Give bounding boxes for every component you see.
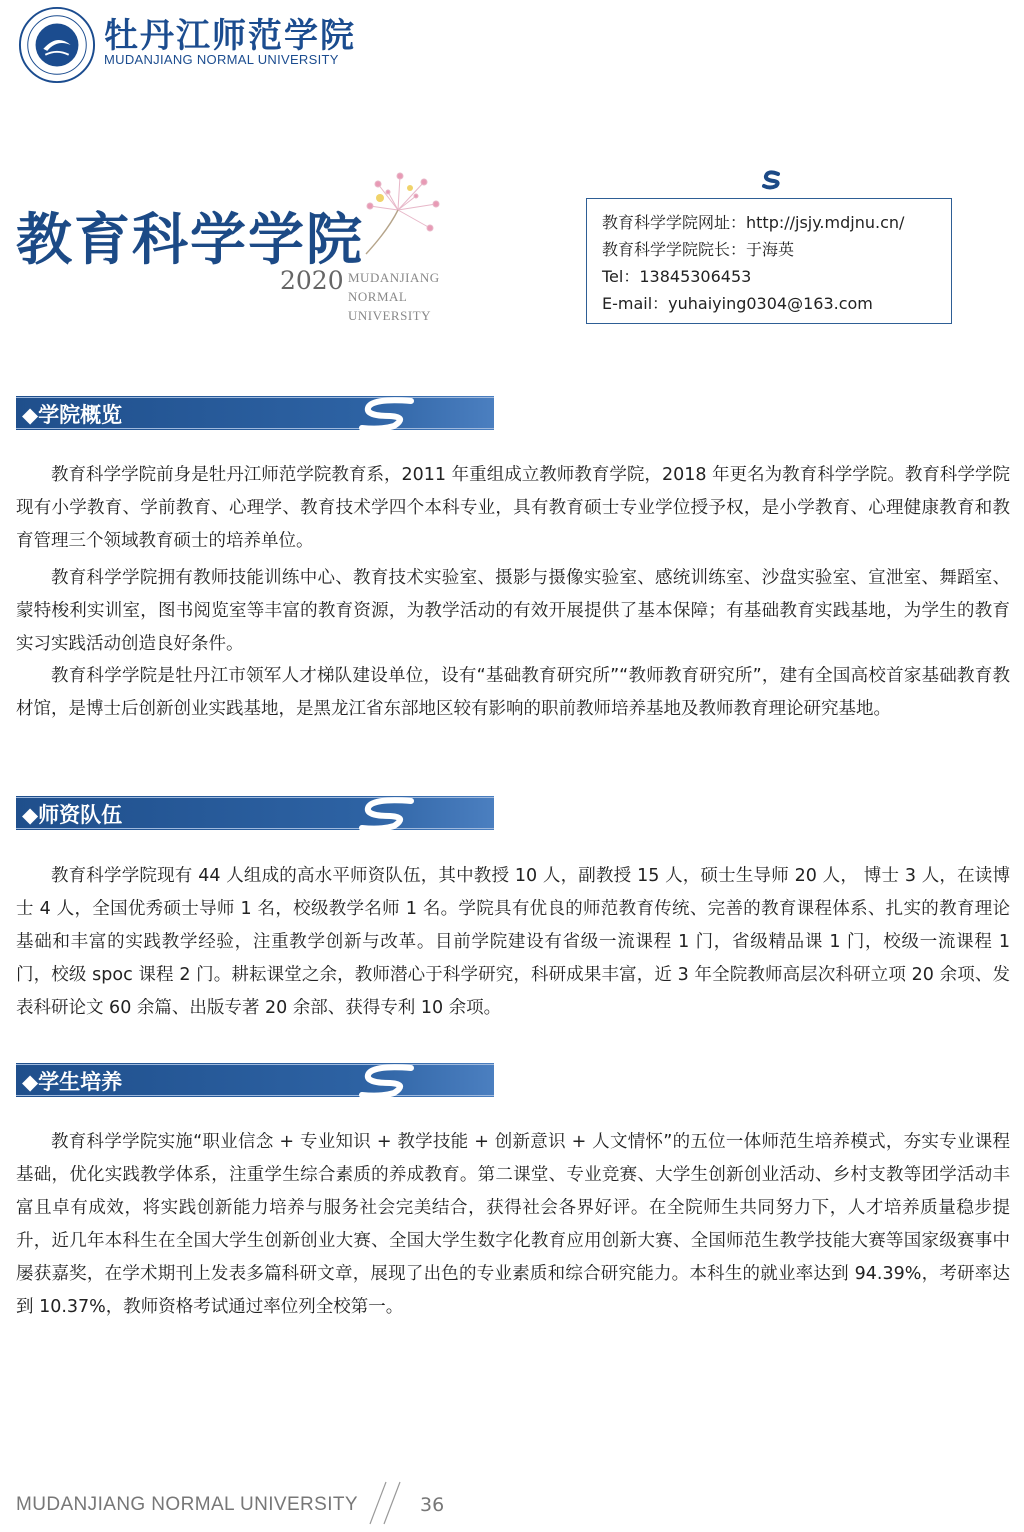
section-heading-overview: ◆学院概览 — [22, 403, 123, 427]
college-title: 教育科学学院 — [16, 207, 364, 273]
contact-tel: Tel：13845306453 — [602, 267, 752, 286]
tagline-line-3: UNIVERSITY — [348, 308, 431, 323]
university-name-cn: 牡丹江师范学院 — [104, 16, 356, 56]
section-heading-bar-overview — [16, 396, 494, 430]
dandelion-flower-decoration — [358, 170, 448, 260]
contact-website: 教育科学学院网址：http://jsjy.mdjnu.cn/ — [602, 213, 905, 232]
university-seal-logo — [18, 6, 96, 84]
overview-paragraph-1: 教育科学学院前身是牡丹江师范学院教育系，2011 年重组成立教师教育学院，2018 年更名为教育科学学院。教育科学学院现有小学教育、学前教育、心理学、教育技术学四个本科专业，具有教育硕士专业学位授予权，是小学教育、心理健康教育和教育管理三个领域教育硕士的培养单位。 — [16, 465, 1010, 551]
s-mark-icon — [760, 170, 784, 190]
page-number: 36 — [420, 1494, 445, 1516]
year-label: 2020 — [280, 266, 344, 295]
section-heading-students: ◆学生培养 — [22, 1070, 123, 1094]
overview-paragraph-3: 教育科学学院是牡丹江市领军人才梯队建设单位，设有“基础教育研究所”“教师教育研究所”，建有全国高校首家基础教育教材馆，是博士后创新创业实践基地，是黑龙江省东部地区较有影响的职前教师培养基地及教师教育理论研究基地。 — [16, 666, 1010, 719]
university-name-en: MUDANJIANG NORMAL UNIVERSITY — [104, 52, 339, 67]
tagline-line-1: MUDANJIANG — [348, 270, 440, 285]
title-tagline — [348, 268, 440, 325]
contact-info — [602, 209, 904, 317]
faculty-paragraph-1: 教育科学学院现有 44 人组成的高水平师资队伍，其中教授 10 人，副教授 15 人，硕士生导师 20 人， 博士 3 人，在读博士 4 人，全国优秀硕士导师 1 名，校级教学名师 1 名。学院具有优良的师范教育传统、完善的教育课程体系、扎实的教育理论基础和丰富的实践教学经验，注重教学创新与改革。目前学院建设有省级一流课程 1 门，省级精品课 1 门，校级一流课程 1 门，校级 spoc 课程 2 门。耕耘课堂之余，教师潜心于科学研究，科研成果丰富，近 3 年全院教师高层次科研立项 20 余项、发表科研论文 60 余篇、出版专著 20 余部、获得专利 10 余项。 — [16, 866, 1010, 1018]
section-heading-bar-students — [16, 1063, 494, 1097]
students-paragraph-1: 教育科学学院实施“职业信念 + 专业知识 + 教学技能 + 创新意识 + 人文情怀”的五位一体师范生培养模式，夯实专业课程基础，优化实践教学体系，注重学生综合素质的养成教育。第二课堂、专业竞赛、大学生创新创业活动、乡村支教等团学活动丰富且卓有成效，将实践创新能力培养与服务社会完美结合，获得社会各界好评。在全院师生共同努力下，人才培养质量稳步提升，近几年本科生在全国大学生创新创业大赛、全国大学生数字化教育应用创新大赛、全国师范生教学技能大赛等国家级赛事中屡获嘉奖，在学术期刊上发表多篇科研文章，展现了出色的专业素质和综合研究能力。本科生的就业率达到 94.39%，考研率达到 10.37%，教师资格考试通过率位列全校第一。 — [16, 1132, 1010, 1317]
tagline-line-2: NORMAL — [348, 289, 408, 304]
contact-email: E-mail：yuhaiying0304@163.com — [602, 294, 873, 313]
section-heading-faculty: ◆师资队伍 — [22, 803, 123, 827]
overview-paragraph-2: 教育科学学院拥有教师技能训练中心、教育技术实验室、摄影与摄像实验室、感统训练室、沙盘实验室、宣泄室、舞蹈室、蒙特梭利实训室，图书阅览室等丰富的教育资源，为教学活动的有效开展提供了基本保障；有基础教育实践基地，为学生的教育实习实践活动创造良好条件。 — [16, 568, 1010, 654]
contact-dean: 教育科学学院院长：于海英 — [602, 240, 795, 259]
footer-double-slash-decoration — [366, 1480, 410, 1526]
footer-university-name: MUDANJIANG NORMAL UNIVERSITY — [16, 1494, 358, 1515]
section-heading-bar-faculty — [16, 796, 494, 830]
